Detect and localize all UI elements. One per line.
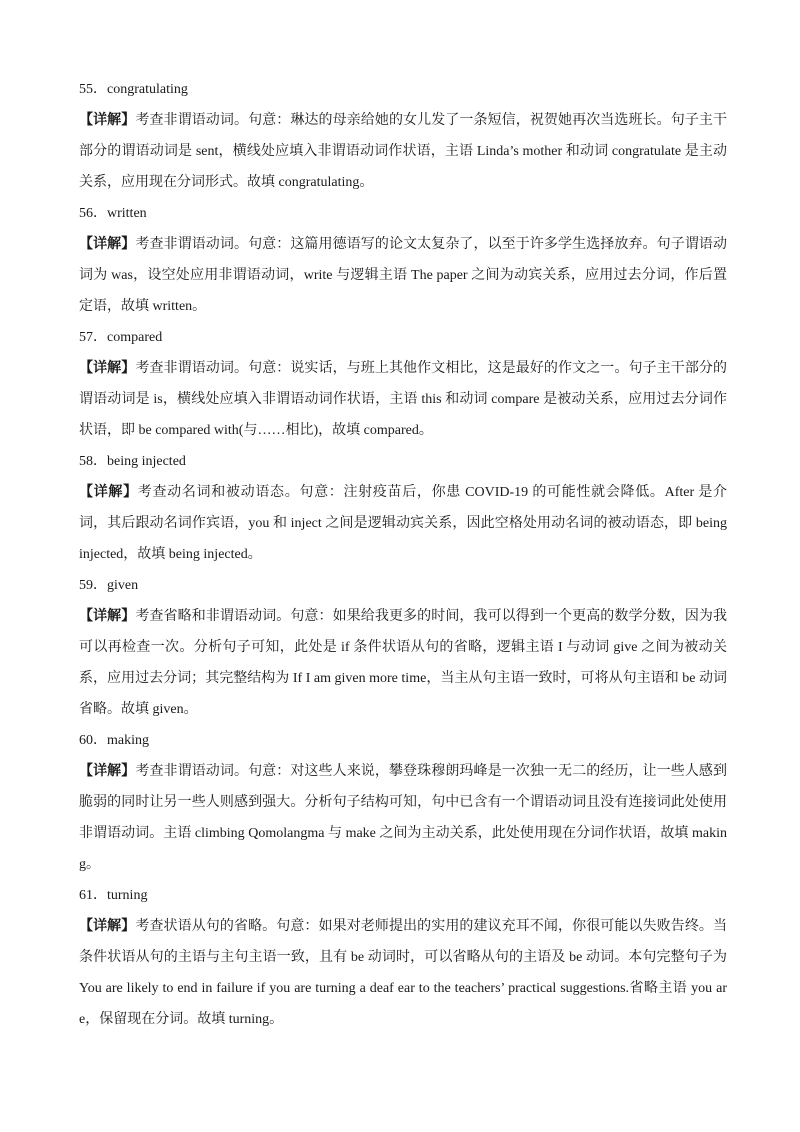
answer-item-59 bbox=[79, 570, 727, 725]
answer-heading: 61．turning bbox=[79, 888, 148, 903]
explanation-paragraph bbox=[79, 105, 727, 198]
explanation-paragraph bbox=[79, 756, 727, 880]
answer-item-61 bbox=[79, 880, 727, 1035]
detail-tag: 【详解】 bbox=[79, 485, 138, 500]
answer-item-58 bbox=[79, 446, 727, 570]
answer-heading: 58．being injected bbox=[79, 454, 186, 469]
answer-heading: 56．written bbox=[79, 206, 147, 221]
explanation-paragraph bbox=[79, 911, 727, 1035]
answer-heading: 55．congratulating bbox=[79, 82, 188, 97]
explanation-paragraph bbox=[79, 353, 727, 446]
answer-explanations bbox=[79, 74, 727, 1035]
answer-heading: 57．compared bbox=[79, 330, 163, 345]
answer-heading: 59．given bbox=[79, 578, 139, 593]
explanation-text: 考查非谓语动词。句意：琳达的母亲给她的女儿发了一条短信，祝贺她再次当选班长。句子主干部分的谓语动词是 sent，横线处应填入非谓语动词作状语，主语 Linda’s mother 和动词 congratulate 是主动关系，应用现在分词形式。故填 congratulating。 bbox=[79, 113, 728, 190]
explanation-text: 考查非谓语动词。句意：对这些人来说，攀登珠穆朗玛峰是一次独一无二的经历，让一些人感到脆弱的同时让另一些人则感到强大。分析句子结构可知，句中已含有一个谓语动词且没有连接词此处使用非谓语动词。主语 climbing Qomolangma 与 make 之间为主动关系，此处使用现在分词作状语，故填 making。 bbox=[79, 764, 728, 872]
detail-tag: 【详解】 bbox=[79, 113, 136, 128]
explanation-paragraph bbox=[79, 229, 727, 322]
explanation-paragraph bbox=[79, 477, 727, 570]
detail-tag: 【详解】 bbox=[79, 764, 136, 779]
explanation-paragraph bbox=[79, 601, 727, 725]
explanation-text: 考查动名词和被动语态。句意：注射疫苗后，你患 COVID-19 的可能性就会降低。After 是介词，其后跟动名词作宾语，you 和 inject 之间是逻辑动宾关系，因此空格处用动名词的被动语态，即 being injected，故填 being injected。 bbox=[79, 485, 728, 562]
explanation-text: 考查状语从句的省略。句意：如果对老师提出的实用的建议充耳不闻，你很可能以失败告终。当条件状语从句的主语与主句主语一致，且有 be 动词时，可以省略从句的主语及 be 动词。本句完整句子为 You are likely to end in failure if you are turning a deaf ear to the teachers’ practical suggestions.省略主语 you are，保留现在分词。故填 turning。 bbox=[79, 919, 728, 1027]
explanation-text: 考查省略和非谓语动词。句意：如果给我更多的时间，我可以得到一个更高的数学分数，因为我可以再检查一次。分析句子可知，此处是 if 条件状语从句的省略，逻辑主语 I 与动词 give 之间为被动关系，应用过去分词；其完整结构为 If I am given more time，当主从句主语一致时，可将从句主语和 be 动词省略。故填 given。 bbox=[79, 609, 728, 717]
explanation-text: 考查非谓语动词。句意：这篇用德语写的论文太复杂了，以至于许多学生选择放弃。句子谓语动词为 was，设空处应用非谓语动词，write 与逻辑主语 The paper 之间为动宾关系，应用过去分词，作后置定语，故填 written。 bbox=[79, 237, 728, 314]
explanation-text: 考查非谓语动词。句意：说实话，与班上其他作文相比，这是最好的作文之一。句子主干部分的谓语动词是 is，横线处应填入非谓语动词作状语，主语 this 和动词 compare 是被动关系，应用过去分词作状语，即 be compared with(与……相比)，故填 compared。 bbox=[79, 361, 728, 438]
answer-item-60 bbox=[79, 725, 727, 880]
answer-item-55 bbox=[79, 74, 727, 198]
detail-tag: 【详解】 bbox=[79, 237, 136, 252]
detail-tag: 【详解】 bbox=[79, 361, 136, 376]
detail-tag: 【详解】 bbox=[79, 609, 136, 624]
answer-heading: 60．making bbox=[79, 733, 149, 748]
detail-tag: 【详解】 bbox=[79, 919, 136, 934]
answer-item-56 bbox=[79, 198, 727, 322]
answer-item-57 bbox=[79, 322, 727, 446]
